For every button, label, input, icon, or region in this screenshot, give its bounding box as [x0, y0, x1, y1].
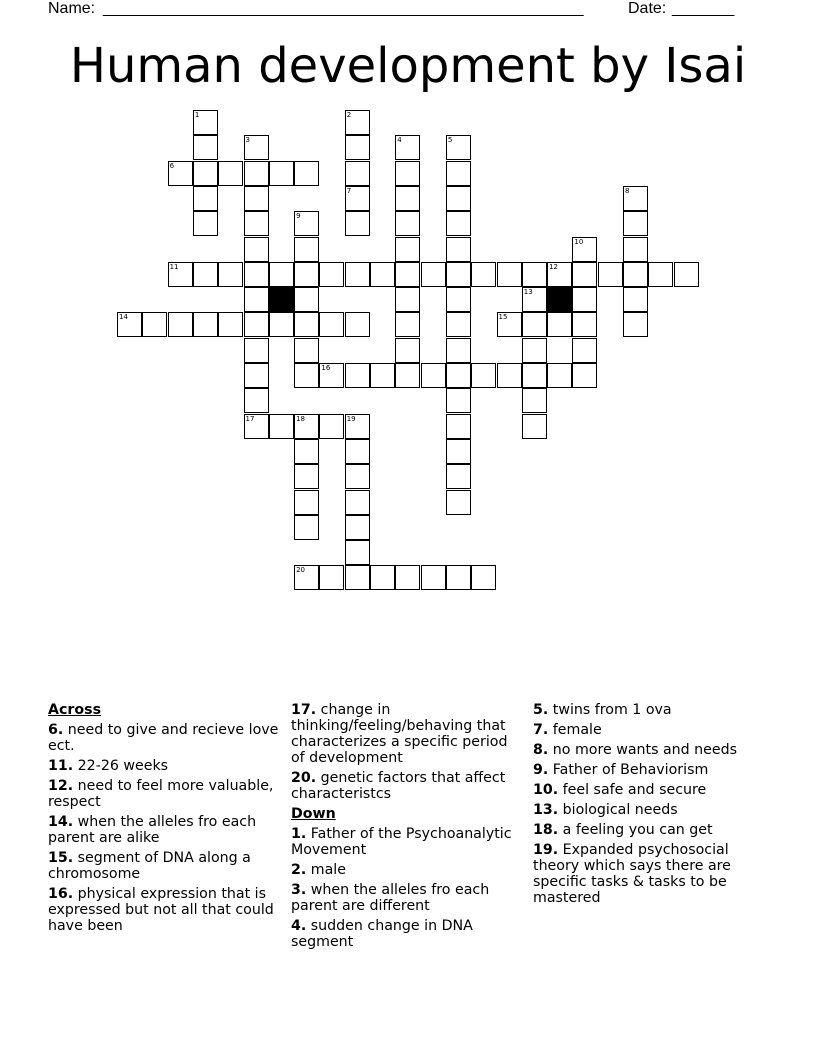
crossword-cell[interactable]	[471, 363, 496, 388]
clue-number: 2	[346, 111, 352, 119]
clue-text: female	[548, 722, 602, 738]
crossword-cell[interactable]	[345, 110, 370, 135]
crossword-cell[interactable]	[193, 262, 218, 287]
crossword-cell[interactable]	[294, 312, 319, 337]
clues-column-1	[48, 702, 280, 938]
crossword-cell[interactable]	[244, 262, 269, 287]
clue-number-label: 16.	[48, 886, 74, 902]
crossword-cell[interactable]	[244, 135, 269, 160]
clue-item	[533, 722, 765, 738]
clue-text: sudden change in DNA segment	[291, 918, 473, 950]
crossword-cell[interactable]	[345, 312, 370, 337]
clue-number: 12	[549, 262, 559, 271]
name-line[interactable]: ______________________________________________________	[103, 0, 584, 17]
clue-text: need to give and recieve love ect.	[48, 722, 279, 754]
crossword-cell[interactable]	[193, 135, 218, 160]
clue-text: Expanded psychosocial theory which says there are specific tasks & tasks to be mastered	[533, 842, 731, 906]
clue-item	[48, 814, 280, 846]
clue-number: 15	[498, 313, 508, 322]
clue-text: segment of DNA along a chromosome	[48, 850, 251, 882]
crossword-cell[interactable]	[572, 338, 597, 363]
clue-item	[291, 862, 523, 878]
clue-text: need to feel more valuable, respect	[48, 778, 274, 810]
crossword-cell[interactable]	[572, 237, 597, 262]
clue-item	[533, 762, 765, 778]
clue-number: 7	[346, 186, 352, 195]
clue-number: 13	[523, 288, 533, 297]
crossword-cell[interactable]	[446, 287, 471, 312]
crossword-cell[interactable]	[193, 186, 218, 211]
crossword-cell[interactable]	[345, 540, 370, 565]
crossword-cell[interactable]	[345, 565, 370, 590]
crossword-cell[interactable]	[446, 161, 471, 186]
crossword-cell[interactable]	[269, 312, 294, 337]
crossword-cell[interactable]	[446, 363, 471, 388]
clue-text: male	[306, 862, 346, 878]
crossword-cell[interactable]	[446, 565, 471, 590]
crossword-cell[interactable]	[547, 262, 572, 287]
crossword-cell[interactable]	[522, 312, 547, 337]
crossword-cell[interactable]	[522, 338, 547, 363]
page-title: Human development by Isai	[69, 38, 747, 94]
crossword-cell[interactable]	[294, 161, 319, 186]
crossword-cell[interactable]	[319, 414, 344, 439]
clue-number-label: 1.	[291, 826, 307, 842]
crossword-cell[interactable]	[345, 490, 370, 515]
crossword-cell[interactable]	[345, 464, 370, 489]
clues-column-3	[533, 702, 765, 910]
clue-item	[533, 702, 765, 718]
clue-number-label: 3.	[291, 882, 307, 898]
black-square	[269, 287, 294, 312]
crossword-cell[interactable]	[395, 186, 420, 211]
crossword-cell[interactable]	[218, 312, 243, 337]
crossword-cell[interactable]	[370, 262, 395, 287]
clue-text: genetic factors that affect characteristcs	[291, 770, 506, 802]
clue-number-label: 15.	[48, 850, 74, 866]
crossword-cell[interactable]	[319, 363, 344, 388]
clue-number-label: 10.	[533, 782, 559, 798]
crossword-cell[interactable]	[572, 262, 597, 287]
clue-number-label: 9.	[533, 762, 549, 778]
crossword-cell[interactable]	[446, 262, 471, 287]
crossword-cell[interactable]	[294, 363, 319, 388]
crossword-cell[interactable]	[370, 363, 395, 388]
crossword-cell[interactable]	[319, 312, 344, 337]
crossword-cell[interactable]	[623, 312, 648, 337]
crossword-cell[interactable]	[244, 338, 269, 363]
crossword-cell[interactable]	[623, 186, 648, 211]
crossword-cell[interactable]	[193, 211, 218, 236]
crossword-cell[interactable]	[294, 237, 319, 262]
clue-number-label: 2.	[291, 862, 307, 878]
crossword-cell[interactable]	[218, 262, 243, 287]
crossword-cell[interactable]	[522, 388, 547, 413]
crossword-cell[interactable]	[446, 439, 471, 464]
crossword-cell[interactable]	[345, 439, 370, 464]
clue-heading: Down	[291, 806, 336, 822]
crossword-cell[interactable]	[294, 515, 319, 540]
clue-number-label: 8.	[533, 742, 549, 758]
crossword-cell[interactable]	[319, 565, 344, 590]
clue-number-label: 6.	[48, 722, 64, 738]
crossword-cell[interactable]	[522, 414, 547, 439]
clue-item	[533, 822, 765, 838]
crossword-cell[interactable]	[623, 237, 648, 262]
crossword-cell[interactable]	[244, 312, 269, 337]
crossword-cell[interactable]	[446, 338, 471, 363]
crossword-cell[interactable]	[572, 312, 597, 337]
clue-item	[291, 770, 523, 802]
crossword-cell[interactable]	[446, 312, 471, 337]
clue-text: when the alleles fro each parent are alike	[48, 814, 257, 846]
crossword-cell[interactable]	[345, 363, 370, 388]
crossword-cell[interactable]	[421, 262, 446, 287]
clue-number: 5	[447, 136, 453, 145]
clue-number: 10	[574, 237, 584, 246]
crossword-cell[interactable]	[421, 363, 446, 388]
crossword-cell[interactable]	[522, 363, 547, 388]
crossword-cell[interactable]	[244, 363, 269, 388]
crossword-cell[interactable]	[446, 186, 471, 211]
clue-number: 14	[119, 313, 128, 322]
clue-number: 8	[625, 186, 630, 195]
crossword-cell[interactable]	[395, 312, 420, 337]
crossword-cell[interactable]	[244, 287, 269, 312]
crossword-cell[interactable]	[218, 161, 243, 186]
crossword-cell[interactable]	[395, 565, 420, 590]
crossword-cell[interactable]	[598, 262, 623, 287]
clue-number-label: 17.	[291, 702, 317, 718]
crossword-cell[interactable]	[269, 414, 294, 439]
crossword-cell[interactable]	[674, 262, 699, 287]
crossword-cell[interactable]	[446, 211, 471, 236]
crossword-cell[interactable]	[294, 262, 319, 287]
clue-item	[533, 842, 765, 906]
clue-text: when the alleles fro each parent are different	[291, 882, 490, 914]
crossword-cell[interactable]	[345, 515, 370, 540]
crossword-cell[interactable]	[446, 388, 471, 413]
crossword-cell[interactable]	[345, 211, 370, 236]
crossword-cell[interactable]	[319, 262, 344, 287]
crossword-cell[interactable]	[497, 363, 522, 388]
clue-text: twins from 1 ova	[548, 702, 672, 718]
clue-text: feel safe and secure	[558, 782, 707, 798]
crossword-cell[interactable]	[395, 237, 420, 262]
date-line[interactable]: _______	[672, 0, 735, 17]
clue-text: biological needs	[558, 802, 678, 818]
clues-column-2	[291, 702, 523, 954]
crossword-cell[interactable]	[244, 186, 269, 211]
clue-number: 4	[397, 136, 402, 145]
clue-number: 3	[245, 136, 250, 145]
clue-number-label: 11.	[48, 758, 74, 774]
clue-item	[533, 742, 765, 758]
clue-number-label: 20.	[291, 770, 317, 786]
clue-number-label: 19.	[533, 842, 559, 858]
crossword-cell[interactable]	[168, 161, 193, 186]
crossword-cell[interactable]	[395, 338, 420, 363]
crossword-cell[interactable]	[471, 565, 496, 590]
clue-item	[533, 802, 765, 818]
clue-number: 16	[321, 364, 331, 372]
crossword-cell[interactable]	[294, 439, 319, 464]
clue-heading: Across	[48, 702, 102, 718]
clue-number-label: 14.	[48, 814, 74, 830]
clue-number: 17	[245, 414, 255, 423]
crossword-cell[interactable]	[142, 312, 167, 337]
crossword-cell[interactable]	[168, 312, 193, 337]
clue-text: a feeling you can get	[558, 822, 713, 838]
crossword-cell[interactable]	[623, 211, 648, 236]
crossword-cell[interactable]	[345, 161, 370, 186]
clue-item	[48, 850, 280, 882]
crossword-cell[interactable]	[193, 161, 218, 186]
crossword-cell[interactable]	[244, 388, 269, 413]
crossword-cell[interactable]	[370, 565, 395, 590]
clue-item	[48, 778, 280, 810]
crossword-cell[interactable]	[522, 287, 547, 312]
clue-number-label: 13.	[533, 802, 559, 818]
clue-number: 11	[169, 262, 179, 271]
clue-number: 6	[169, 161, 175, 170]
crossword-cell[interactable]	[497, 262, 522, 287]
black-square	[547, 287, 572, 312]
crossword-cell[interactable]	[244, 237, 269, 262]
clue-number: 9	[296, 212, 301, 221]
crossword-cell[interactable]	[446, 464, 471, 489]
crossword-cell[interactable]	[269, 161, 294, 186]
clue-text: 22-26 weeks	[73, 758, 169, 774]
crossword-cell[interactable]	[345, 135, 370, 160]
clue-number-label: 7.	[533, 722, 549, 738]
name-label: Name:	[48, 0, 96, 17]
crossword-cell[interactable]	[446, 237, 471, 262]
crossword-cell[interactable]	[168, 262, 193, 287]
clue-item	[291, 918, 523, 950]
clue-number: 19	[346, 414, 356, 423]
clue-item	[291, 702, 523, 766]
clue-item	[533, 782, 765, 798]
clue-text: change in thinking/feeling/behaving that characterizes a specific period of development	[291, 702, 508, 766]
crossword-cell[interactable]	[345, 186, 370, 211]
clue-number-label: 4.	[291, 918, 307, 934]
crossword-cell[interactable]	[244, 211, 269, 236]
clue-item	[48, 722, 280, 754]
crossword-cell[interactable]	[648, 262, 673, 287]
crossword-cell[interactable]	[446, 414, 471, 439]
crossword-cell[interactable]	[294, 464, 319, 489]
crossword-cell[interactable]	[547, 363, 572, 388]
crossword-cell[interactable]	[471, 262, 496, 287]
clue-text: no more wants and needs	[548, 742, 738, 758]
crossword-cell[interactable]	[244, 161, 269, 186]
crossword-cell[interactable]	[395, 287, 420, 312]
clue-number: 20	[296, 566, 306, 575]
crossword-cell[interactable]	[345, 414, 370, 439]
crossword-cell[interactable]	[244, 414, 269, 439]
clue-item	[291, 882, 523, 914]
clue-item	[48, 758, 280, 774]
crossword-cell[interactable]	[572, 363, 597, 388]
clue-number: 18	[296, 414, 306, 423]
crossword-cell[interactable]	[193, 312, 218, 337]
crossword-cell[interactable]	[193, 110, 218, 135]
crossword-cell[interactable]	[294, 211, 319, 236]
crossword-cell[interactable]	[395, 262, 420, 287]
clue-number-label: 18.	[533, 822, 559, 838]
crossword-cell[interactable]	[446, 490, 471, 515]
crossword-cell[interactable]	[623, 287, 648, 312]
clue-text: physical expression that is expressed but not all that could have been	[48, 886, 274, 934]
clue-text: Father of the Psychoanalytic Movement	[291, 826, 512, 858]
crossword-cell[interactable]	[497, 312, 522, 337]
crossword-cell[interactable]	[294, 414, 319, 439]
crossword-cell[interactable]	[345, 262, 370, 287]
crossword-cell[interactable]	[269, 262, 294, 287]
clue-number-label: 12.	[48, 778, 74, 794]
crossword-cell[interactable]	[446, 135, 471, 160]
crossword-cell[interactable]	[395, 363, 420, 388]
crossword-cell[interactable]	[395, 135, 420, 160]
crossword-cell[interactable]	[395, 211, 420, 236]
crossword-cell[interactable]	[294, 287, 319, 312]
clue-number-label: 5.	[533, 702, 549, 718]
clue-item	[291, 826, 523, 858]
crossword-cell[interactable]	[294, 338, 319, 363]
crossword-cell[interactable]	[623, 262, 648, 287]
clue-number: 1	[194, 111, 200, 119]
crossword-cell[interactable]	[421, 565, 446, 590]
crossword-cell[interactable]	[117, 312, 142, 337]
crossword-cell[interactable]	[547, 312, 572, 337]
crossword-cell[interactable]	[572, 287, 597, 312]
clue-text: Father of Behaviorism	[548, 762, 709, 778]
crossword-cell[interactable]	[294, 565, 319, 590]
crossword-cell[interactable]	[395, 161, 420, 186]
clue-item	[48, 886, 280, 934]
date-label: Date:	[628, 0, 667, 17]
crossword-cell[interactable]	[294, 490, 319, 515]
crossword-cell[interactable]	[522, 262, 547, 287]
